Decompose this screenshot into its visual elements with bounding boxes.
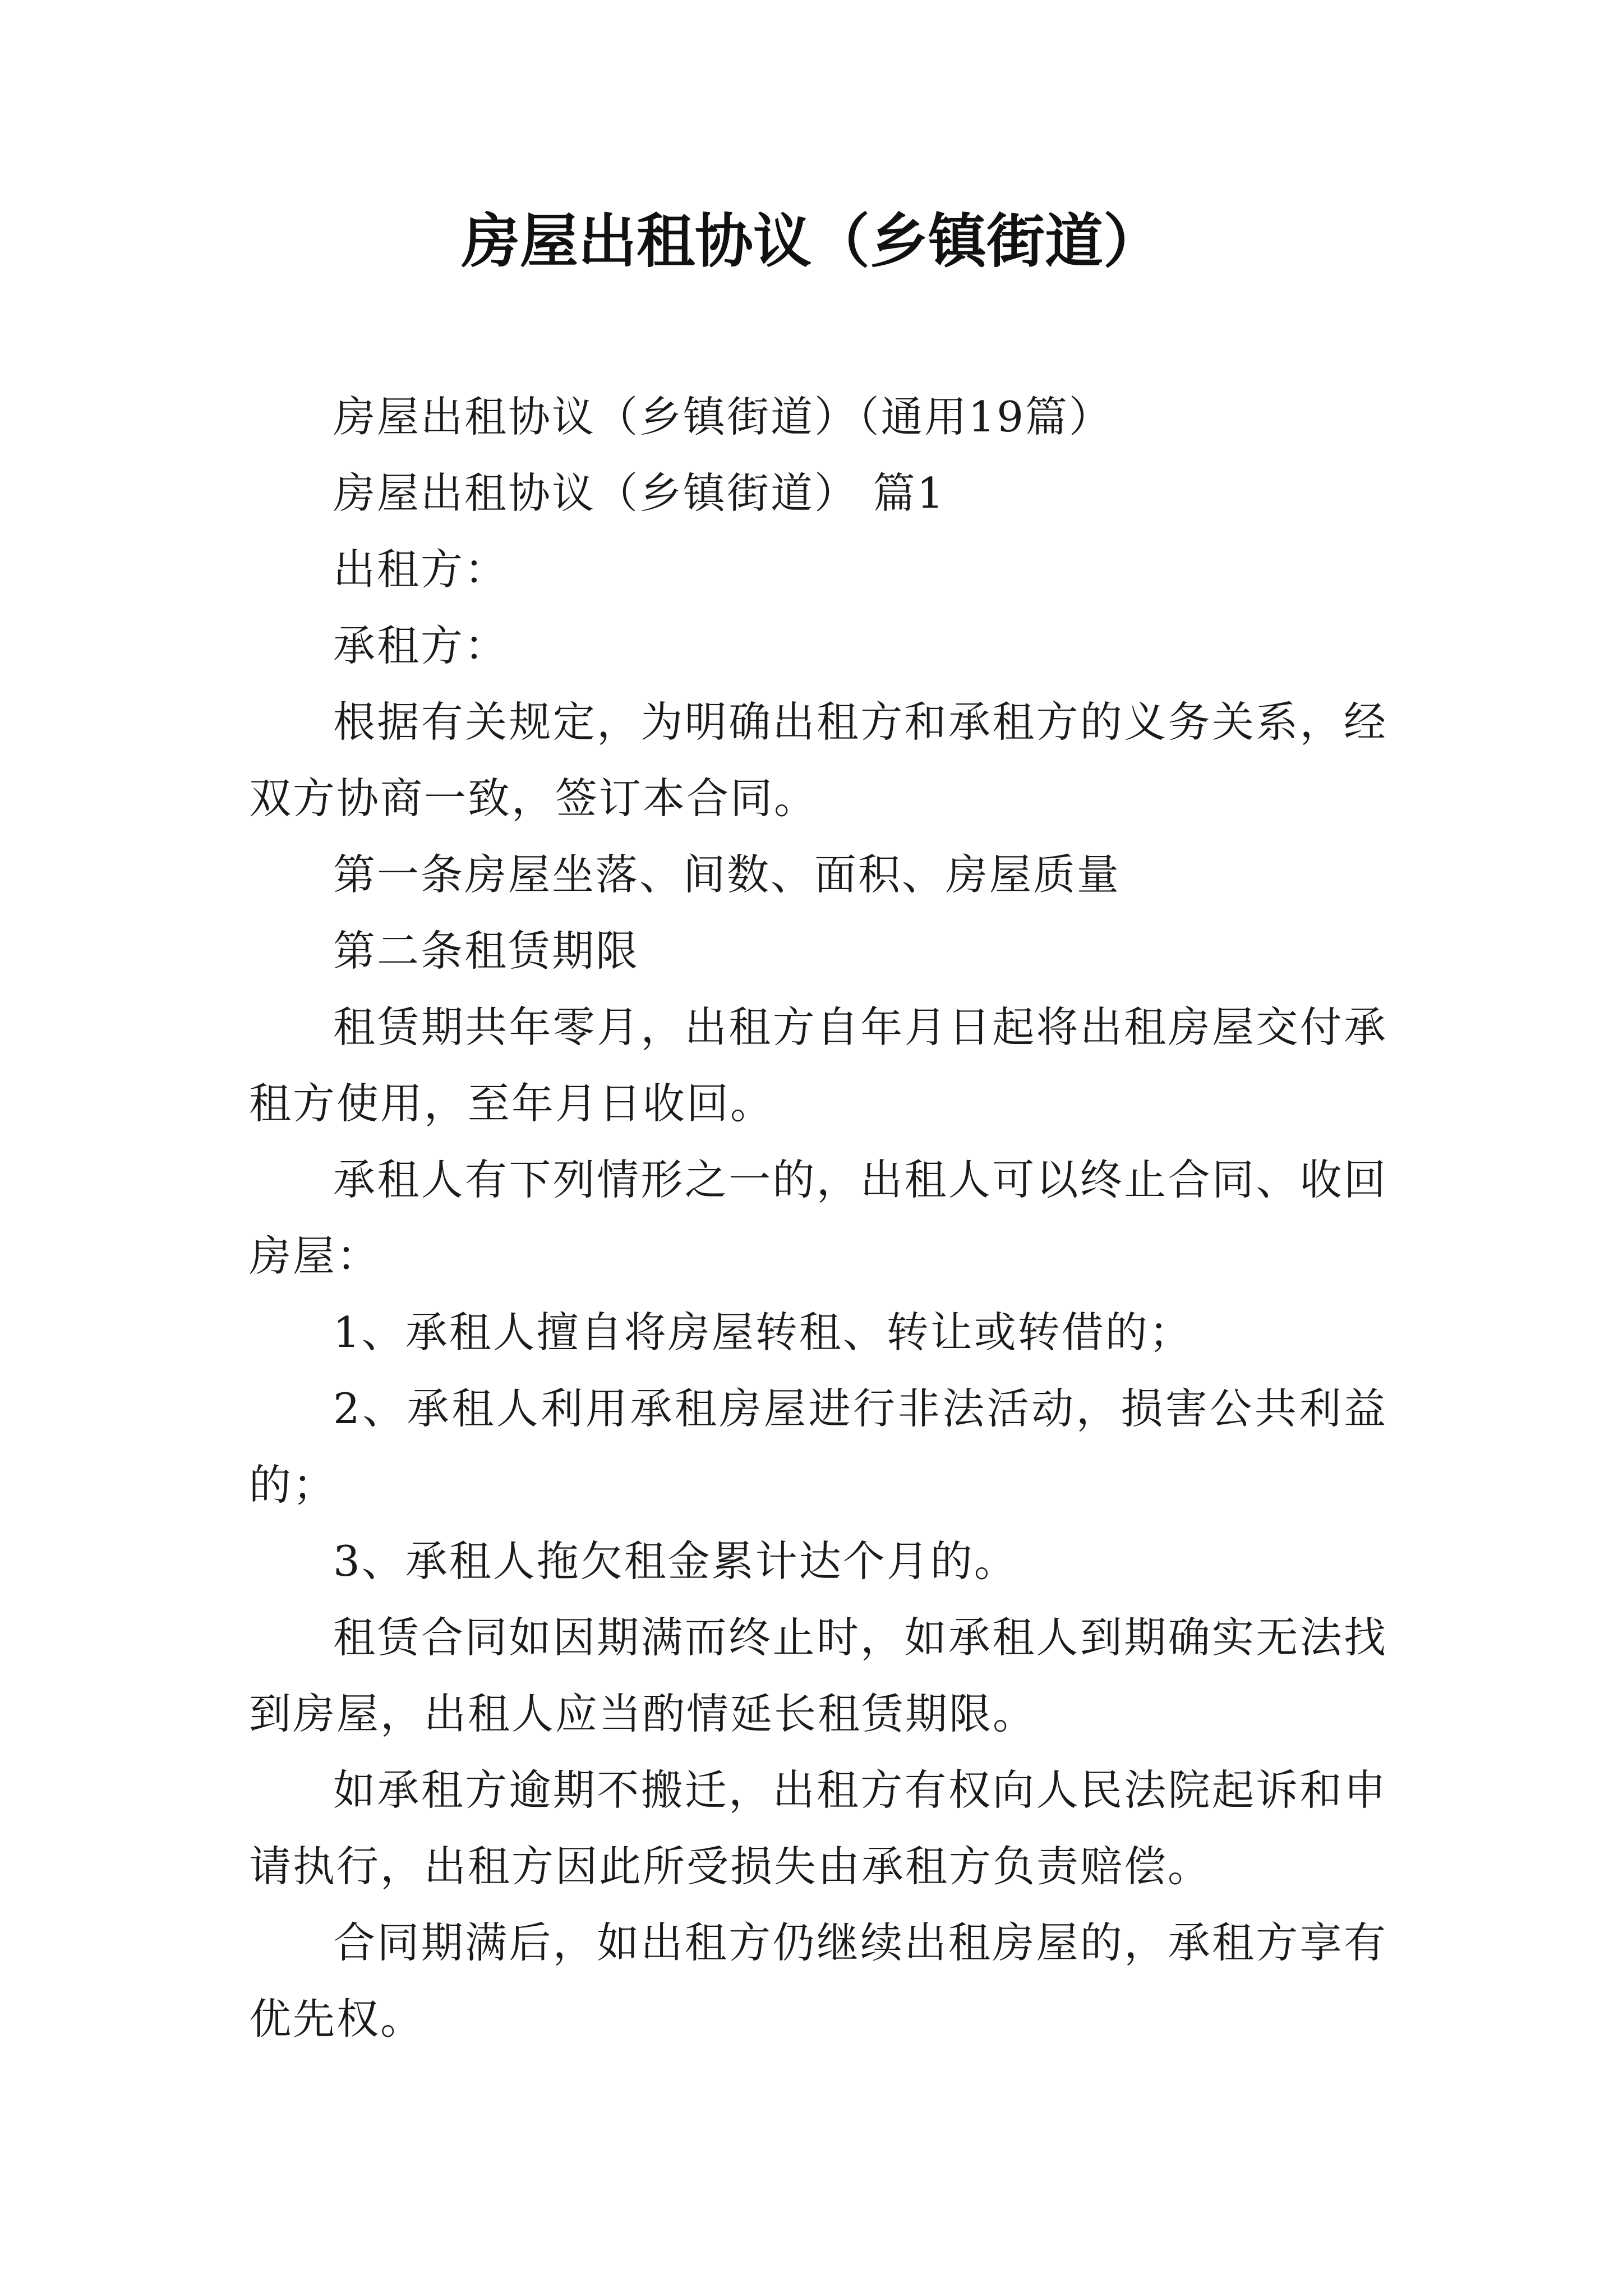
paragraph-collection-title: 房屋出租协议（乡镇街道）（通用19篇） — [333, 392, 1113, 441]
paragraph-overdue-relocation: 如承租方逾期不搬迁，出租方有权向人民法院起诉和申请执行，出租方因此所受损失由承租方负责赔偿。 — [249, 1765, 1387, 1891]
paragraph-priority-right: 合同期满后，如出租方仍继续出租房屋的，承租方享有优先权。 — [249, 1918, 1387, 2044]
paragraph-clause-1: 第一条房屋坐落、间数、面积、房屋质量 — [333, 850, 1121, 899]
paragraph-termination-conditions: 承租人有下列情形之一的，出租人可以终止合同、收回房屋： — [249, 1155, 1387, 1281]
paragraph-expiry-extension: 租赁合同如因期满而终止时，如承租人到期确实无法找到房屋，出租人应当酌情延长租赁期限。 — [249, 1613, 1387, 1738]
paragraph-lessee: 承租方： — [333, 621, 509, 670]
paragraph-preamble: 根据有关规定，为明确出租方和承租方的义务关系，经双方协商一致，签订本合同。 — [249, 697, 1387, 823]
document-title: 房屋出租协议（乡镇街道） — [461, 207, 1161, 275]
paragraph-condition-1: 1、承租人擅自将房屋转租、转让或转借的； — [333, 1308, 1193, 1357]
document-body — [249, 379, 1387, 2057]
paragraph-lessor: 出租方： — [333, 545, 509, 594]
paragraph-clause-2: 第二条租赁期限 — [333, 926, 640, 976]
paragraph-article-heading: 房屋出租协议（乡镇街道） 篇1 — [333, 468, 946, 518]
paragraph-condition-3: 3、承租人拖欠租金累计达个月的。 — [333, 1536, 1018, 1586]
paragraph-condition-2: 2、承租人利用承租房屋进行非法活动，损害公共利益的； — [249, 1384, 1387, 1510]
paragraph-lease-term: 租赁期共年零月，出租方自年月日起将出租房屋交付承租方使用，至年月日收回。 — [249, 1002, 1387, 1128]
